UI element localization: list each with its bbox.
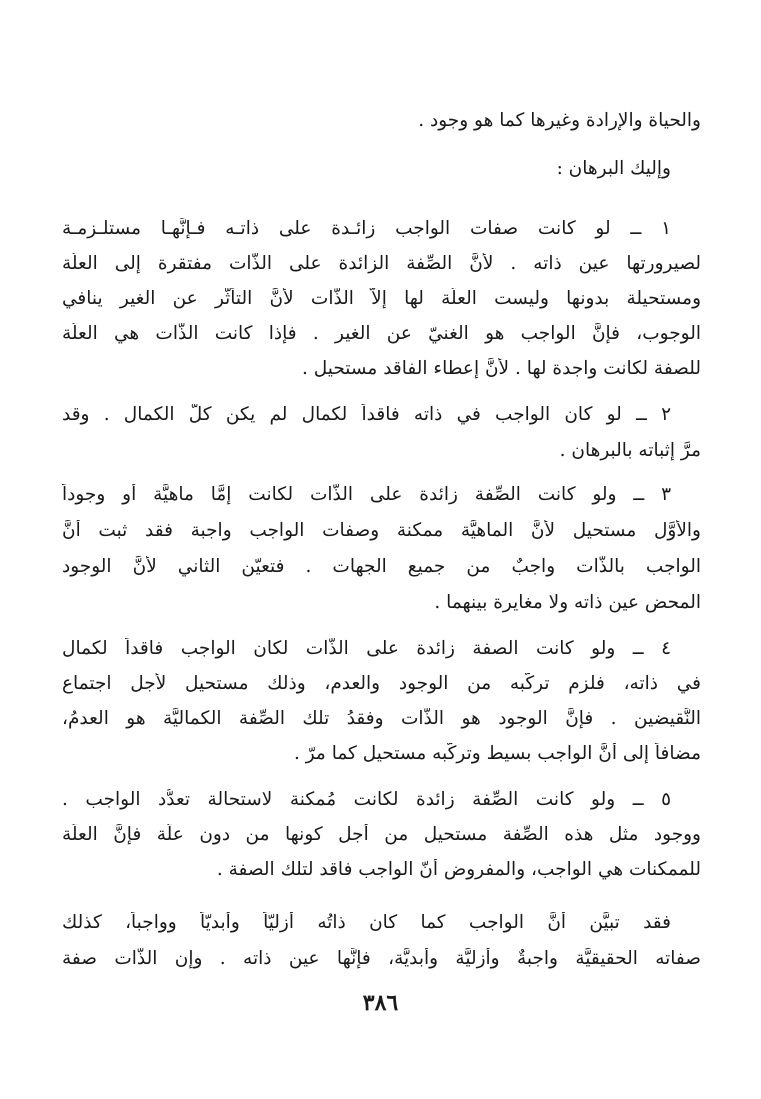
paragraph-3-line-3: الواجب بالذّات واجبٌ من جميع الجهات . فتعيّن الثاني لأنَّ الوجود [62,556,701,577]
paragraph-4-line-3: النَّقيضين . فإنَّ الوجود هو الذّات وفقدُ تلك الصِّفة الكماليَّة هو العدمُ، [62,708,701,729]
paragraph-3-line-1: ٣ ــ ولو كانت الصِّفة زائدة على الذّات لكانت إمَّا ماهيَّة أو وجوداً [62,484,671,505]
paragraph-1-line-3: ومستحيلة بدونها وليست العلَّة لها إلاَّ الذّات لأنَّ التأثُّر عن الغير ينافي [62,288,701,309]
paragraph-1-line-4: الوجوب، فإنَّ الواجب هو الغنيّ عن الغير . فإذا كانت الذّات هي العلَّة [62,323,701,344]
paragraph-2-line-2: مرَّ إثباته بالبرهان . [559,440,701,461]
paragraph-6-line-1: فقد تبيَّن أنَّ الواجب كما كان ذاتُه أزليّاً وأبديّاً وواجباً، كذلك [62,912,671,933]
paragraph-4-line-2: في ذاته، فلزم تركّبه من الوجود والعدم، وذلك مستحيل لأجل اجتماع [62,673,701,694]
page-number: ٣٨٦ [362,990,399,1016]
paragraph-4-line-1: ٤ ــ ولو كانت الصفة زائدة على الذّات لكان الواجب فاقداً لكمال [62,638,671,659]
paragraph-5-line-1: ٥ ــ ولو كانت الصِّفة زائدة لكانت مُمكنة لاستحالة تعدُّد الواجب . [62,789,671,810]
intro-line-1: والحياة والإرادة وغيرها كما هو وجود . [418,110,701,131]
paragraph-4-line-4: مضافاً إلى أنَّ الواجب بسيط وتركّبه مستحيل كما مرّ . [293,743,701,764]
paragraph-5-line-2: ووجود مثل هذه الصِّفة مستحيل من أجل كونها من دون علَّة فإنَّ العلَّة [62,824,701,845]
intro-line-2: وإليك البرهان : [556,158,671,179]
paragraph-1-line-5: للصفة لكانت واجدة لها . لأنَّ إعطاء الفاقد مستحيل . [302,358,701,379]
paragraph-2-line-1: ٢ ــ لو كان الواجب في ذاته فاقداً لكمال لم يكن كلَّ الكمال . وقد [62,404,671,425]
paragraph-1-line-2: لصيرورتها عين ذاته . لأنَّ الصِّفة الزائدة على الذّات مفتقرة إلى العلَّة [62,253,701,274]
paragraph-1-line-1: ١ ــ لو كانت صفات الواجب زائـدة على ذاتـه فـإنَّهـا مستلـزمـة [62,218,671,239]
paragraph-5-line-3: للممكنات هي الواجب، والمفروض أنّ الواجب فاقد لتلك الصفة . [216,859,701,880]
paragraph-3-line-2: والأوَّل مستحيل لأنَّ الماهيَّة ممكنة وصفات الواجب واجبة فقد ثبت أنَّ [62,520,701,541]
paragraph-3-line-4: المحض عين ذاته ولا مغايرة بينهما . [434,592,701,613]
paragraph-6-line-2: صفاته الحقيقيَّة واجبةٌ وأزليَّة وأبديَّة، فإنَّها عين ذاته . وإن الذّات صفة [62,948,701,969]
